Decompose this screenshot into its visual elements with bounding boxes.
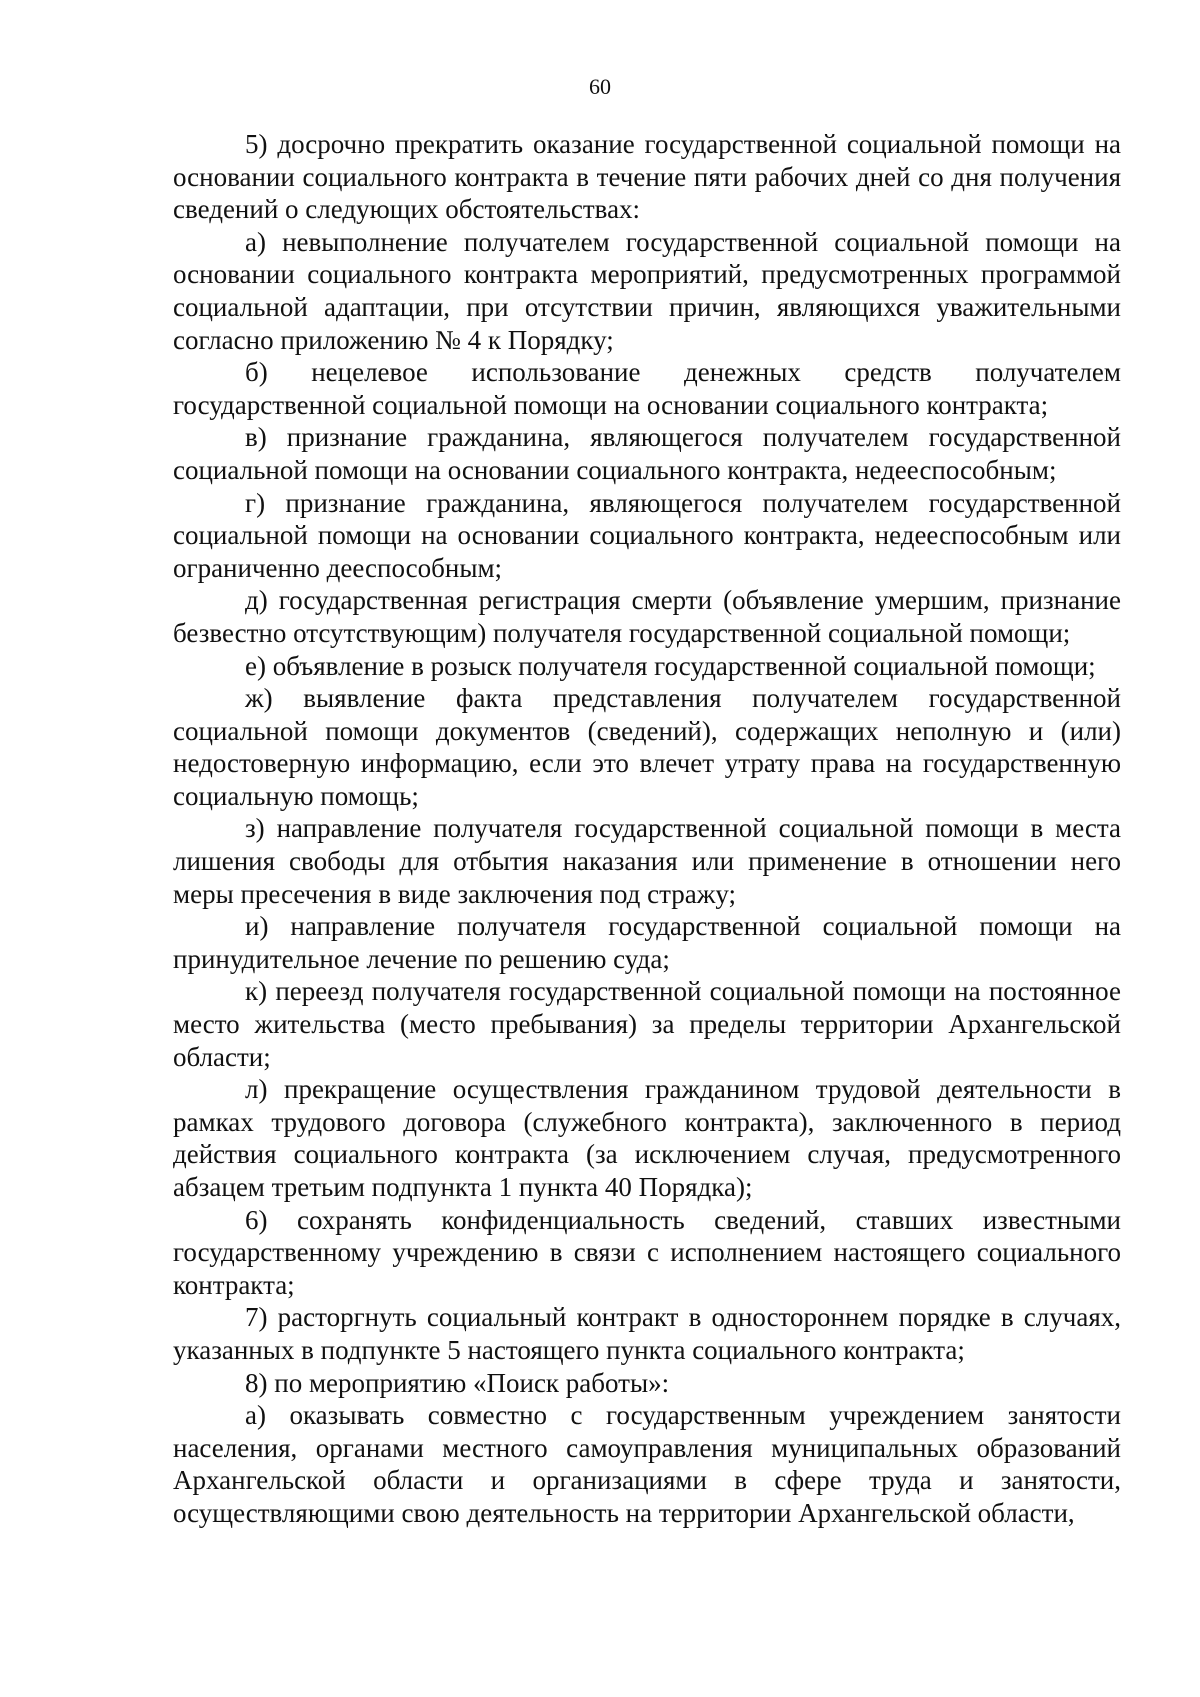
paragraph-subitem-l: л) прекращение осуществления гражданином трудовой деятельности в рамках трудового договора (служебного контракта), заключенного в период действия социального контракта (за исключением случая, предусмотренного абзацем третьим подпункта 1 пункта 40 Порядка); <box>173 1074 1121 1202</box>
paragraph-subitem-k: к) переезд получателя государственной социальной помощи на постоянное место жительства (место пребывания) за пределы территории Архангельской области; <box>173 976 1121 1072</box>
paragraph-subitem-i: и) направление получателя государственной социальной помощи на принудительное лечение по решению суда; <box>173 911 1121 974</box>
paragraph-subitem-b: б) нецелевое использование денежных средств получателем государственной социальной помощи на основании социального контракта; <box>173 357 1121 420</box>
body-text <box>173 128 1121 1530</box>
paragraph-subitem-zh: ж) выявление факта представления получателем государственной социальной помощи документов (сведений), содержащих неполную и (или) недостоверную информацию, если это влечет утрату права на государственную социальную помощь; <box>173 683 1121 811</box>
paragraph-subitem-v: в) признание гражданина, являющегося получателем государственной социальной помощи на основании социального контракта, недееспособным; <box>173 422 1121 485</box>
paragraph-item-8: 8) по мероприятию «Поиск работы»: <box>245 1367 670 1398</box>
paragraph-subitem-g: г) признание гражданина, являющегося получателем государственной социальной помощи на основании социального контракта, недееспособным или ограниченно дееспособным; <box>173 487 1121 583</box>
paragraph-item-7: 7) расторгнуть социальный контракт в одностороннем порядке в случаях, указанных в подпункте 5 настоящего пункта социального контракта; <box>173 1302 1121 1365</box>
paragraph-subitem-d: д) государственная регистрация смерти (объявление умершим, признание безвестно отсутствующим) получателя государственной социальной помощи; <box>173 585 1121 648</box>
paragraph-item-5: 5) досрочно прекратить оказание государственной социальной помощи на основании социального контракта в течение пяти рабочих дней со дня получения сведений о следующих обстоятельствах: <box>173 129 1121 225</box>
paragraph-subitem-z: з) направление получателя государственной социальной помощи в места лишения свободы для отбытия наказания или применение в отношении него меры пресечения в виде заключения под стражу; <box>173 813 1121 909</box>
paragraph-subitem-e: е) объявление в розыск получателя государственной социальной помощи; <box>245 650 1096 681</box>
paragraph-subitem-a: а) невыполнение получателем государственной социальной помощи на основании социального контракта мероприятий, предусмотренных программой социальной адаптации, при отсутствии причин, являющихся уважительными согласно приложению № 4 к Порядку; <box>173 226 1121 355</box>
paragraph-item-6: 6) сохранять конфиденциальность сведений, ставших известными государственному учреждению в связи с исполнением настоящего социального контракта; <box>173 1204 1121 1300</box>
page-number: 60 <box>589 74 611 99</box>
paragraph-item-8-subitem-a: а) оказывать совместно с государственным учреждением занятости населения, органами местного самоуправления муниципальных образований Архангельской области и организациями в сфере труда и занятости, осуществляющими свою деятельность на территории Архангельской области, <box>173 1400 1121 1528</box>
